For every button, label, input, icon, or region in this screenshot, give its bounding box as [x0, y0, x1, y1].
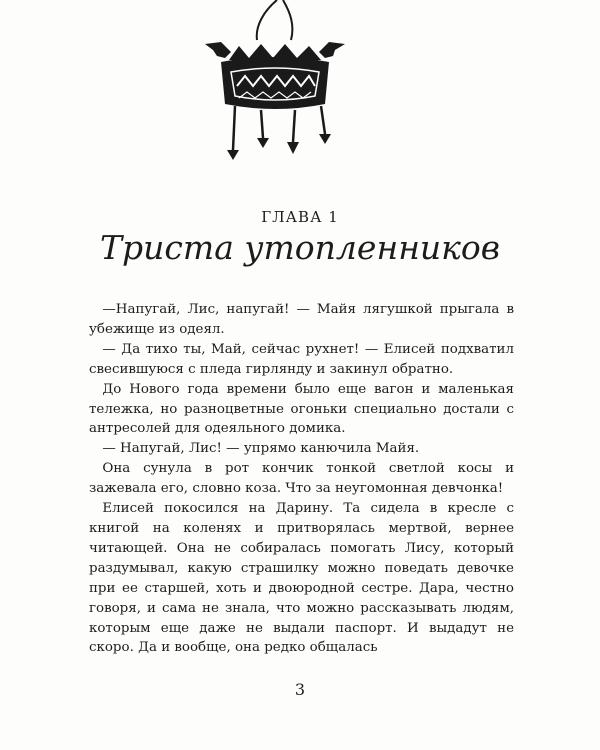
- paragraph: — Напугай, Лис! — упрямо канючила Майя.: [89, 441, 420, 457]
- paragraph: — Да тихо ты, Май, сейчас рухнет! — Елисей подхватил свесившуюся с пледа гирлянду и закинул обратно.: [89, 341, 514, 377]
- chapter-body: [89, 300, 514, 658]
- toy-horse-ornament-illustration: [195, 0, 355, 170]
- chapter-label: ГЛАВА 1: [261, 208, 339, 226]
- paragraph: Она сунула в рот кончик тонкой светлой косы и зажевала его, словно коза. Что за неугомонная девчонка!: [89, 461, 514, 497]
- paragraph: До Нового года времени было еще вагон и маленькая тележка, но разноцветные огоньки специально достали с антресолей для одеяльного домика.: [89, 381, 514, 437]
- paragraph: Елисей покосился на Дарину. Та сидела в кресле с книгой на коленях и притворялась мертвой, вернее читающей. Она не собиралась помогать Лису, который раздумывал, какую страшилку можно поведать девочке при ее старшей, хоть и двоюродной сестре. Дара, честно говоря, и сама не знала, что можно рассказывать людям, которым еще даже не выдали паспорт. И выдадут не скоро. Да и вообще, она редко общалась: [89, 501, 514, 656]
- page-number: 3: [294, 680, 306, 699]
- chapter-title: Триста утопленников: [100, 228, 500, 267]
- paragraph: —Напугай, Лис, напугай! — Майя лягушкой прыгала в убежище из одеял.: [89, 302, 514, 337]
